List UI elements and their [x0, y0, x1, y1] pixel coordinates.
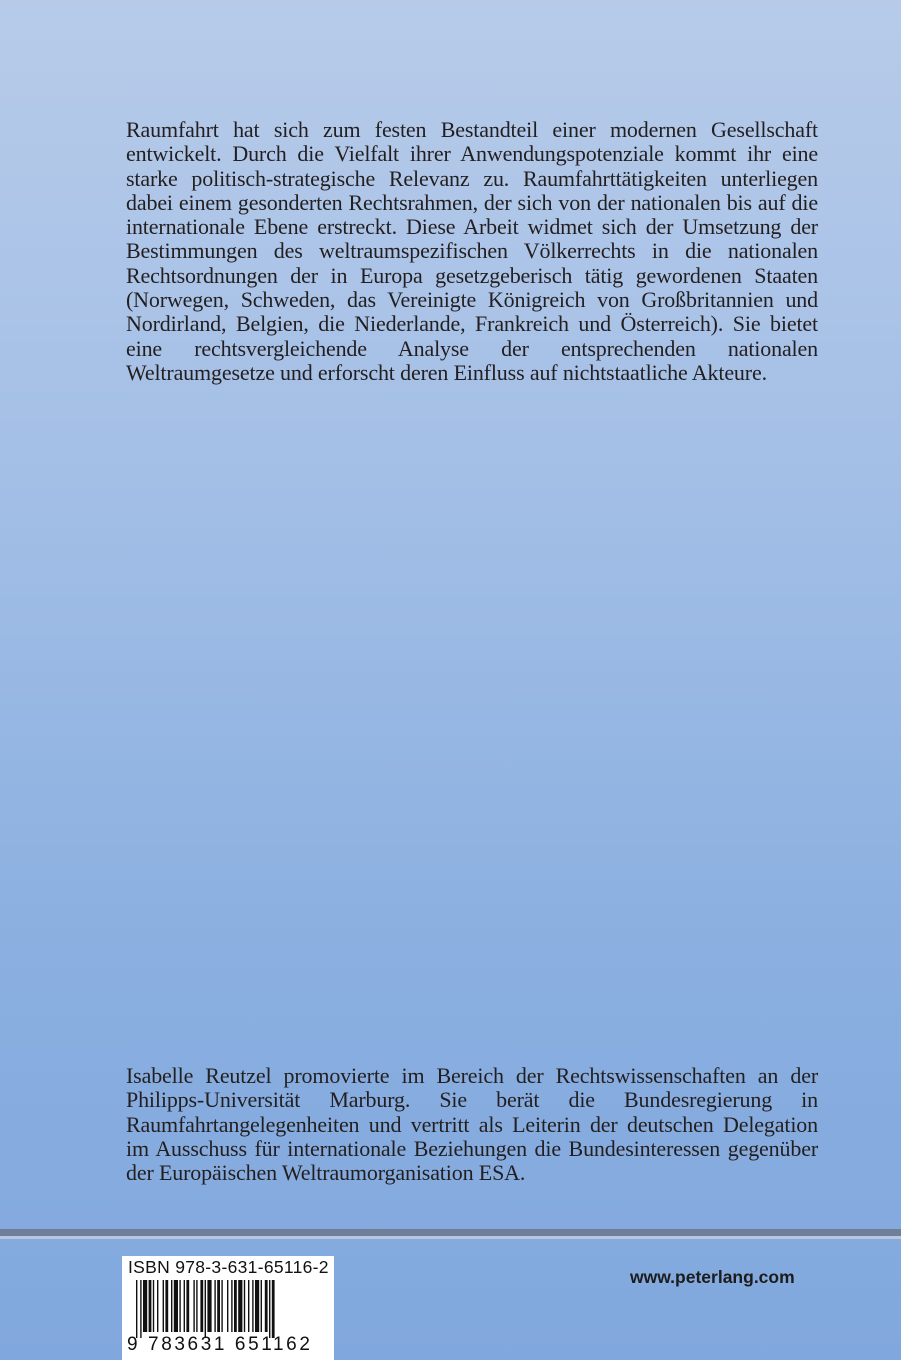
barcode-bar	[265, 1280, 268, 1332]
isbn-barcode	[122, 1256, 334, 1360]
barcode-bar	[143, 1280, 147, 1332]
barcode-bar	[248, 1280, 249, 1332]
barcode-bar	[244, 1280, 245, 1332]
barcode-bar	[179, 1280, 180, 1332]
barcode-bar	[165, 1280, 168, 1332]
barcode-bar	[171, 1280, 172, 1332]
barcode-digits: 9 783631 651162	[127, 1334, 313, 1355]
barcode-bar	[184, 1280, 185, 1332]
barcode-bar	[196, 1280, 197, 1332]
footer-divider-highlight	[0, 1236, 901, 1239]
barcode-bar	[255, 1280, 259, 1332]
barcode-bar	[231, 1280, 232, 1332]
barcode-bar	[174, 1280, 178, 1332]
barcode-bar	[186, 1280, 189, 1332]
barcode-bar	[252, 1280, 253, 1332]
publisher-url-link[interactable]: www.peterlang.com	[630, 1267, 795, 1287]
barcode-bar	[261, 1280, 262, 1332]
barcode-bar	[221, 1280, 222, 1332]
barcode-bar	[217, 1280, 220, 1332]
barcode-bar	[140, 1280, 141, 1338]
barcode-bar	[234, 1280, 237, 1332]
barcode-bar	[269, 1280, 270, 1338]
barcode-bar	[205, 1280, 206, 1338]
barcode-bar	[207, 1280, 211, 1332]
barcode-bar	[136, 1280, 137, 1338]
barcode-bar	[163, 1280, 164, 1332]
barcode-bar	[149, 1280, 152, 1332]
footer-divider	[0, 1229, 901, 1236]
barcode-bar	[214, 1280, 215, 1332]
barcode-bar	[238, 1280, 242, 1332]
back-cover-blurb: Raumfahrt hat sich zum festen Bestandteil einer modernen Gesellschaft entwickelt. Durch die Vielfalt ihrer Anwendungspotenziale kommt ihr eine starke politisch-strategische Relevanz zu. Raumfahrttätigkeiten unterliegen dabei einem gesonderten Rechtsrahmen, der sich von der nationalen bis auf die internationale Ebene erstreckt. Diese Arbeit widmet sich der Umsetzung der Bestimmungen des weltraumspezifischen Völkerrechts in die nationalen Rechtsordnungen der in Europa gesetzgeberisch tätig gewordenen Staaten (Norwegen, Schweden, das Vereinigte Königreich von Großbritannien und Nordirland, Belgien, die Niederlande, Frankreich und Österreich). Sie bietet eine rechtsvergleichende Analyse der entsprechenden nationalen Weltraumgesetze und erforscht deren Einfluss auf nichtstaatliche Akteure.	[126, 117, 818, 385]
barcode-bar	[153, 1280, 154, 1332]
barcode-bar	[227, 1280, 228, 1332]
barcode-bar	[272, 1280, 275, 1338]
barcode-bar	[157, 1280, 158, 1332]
barcode-bar	[200, 1280, 203, 1332]
barcode-bar	[193, 1280, 194, 1332]
isbn-label: ISBN 978-3-631-65116-2	[128, 1257, 329, 1277]
author-bio: Isabelle Reutzel promovierte im Bereich der Rechtswissenschaften an der Philipps-Universität Marburg. Sie berät die Bundesregierung in Raumfahrtangelegenheiten und vertritt als Leiterin der deutschen Delegation im Ausschuss für internationale Beziehungen die Bundesinteressen gegenüber der Europäischen Weltraumorganisation ESA.	[126, 1063, 818, 1186]
